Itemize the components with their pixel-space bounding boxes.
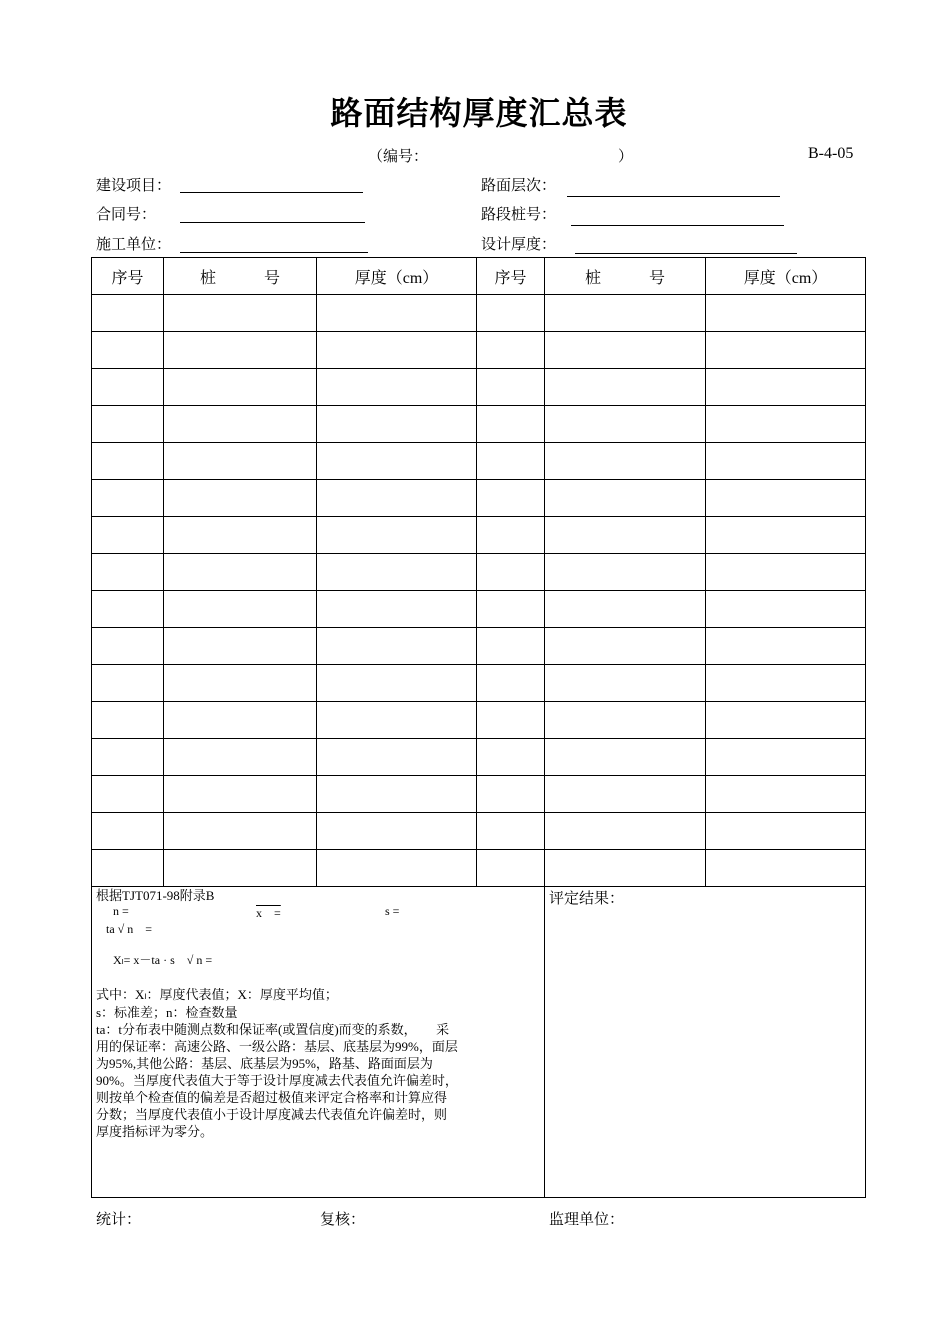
- table-cell[interactable]: [92, 850, 164, 887]
- table-cell[interactable]: [92, 406, 164, 443]
- table-cell[interactable]: [92, 554, 164, 591]
- table-row: [92, 702, 866, 739]
- table-cell[interactable]: [317, 628, 477, 665]
- table-cell[interactable]: [545, 554, 706, 591]
- table-cell[interactable]: [317, 554, 477, 591]
- table-row: [92, 406, 866, 443]
- table-row: [92, 554, 866, 591]
- table-cell[interactable]: [92, 665, 164, 702]
- code-label: （编号：: [368, 149, 429, 165]
- header-thickness-2: 厚度（cm）: [706, 258, 866, 295]
- design-thickness-label: 设计厚度：: [481, 237, 557, 253]
- stats-label: 统计：: [96, 1212, 142, 1228]
- form-id: B-4-05: [808, 145, 854, 162]
- table-cell[interactable]: [92, 739, 164, 776]
- table-cell[interactable]: [164, 443, 317, 480]
- table-row: [92, 332, 866, 369]
- table-cell[interactable]: [545, 295, 706, 332]
- table-row: [92, 813, 866, 850]
- representative-formula: Xₗ= x－ta · s √ n =: [113, 953, 213, 967]
- definition-line-1: 式中：Xₗ：厚度代表值；X：厚度平均值；: [96, 987, 338, 1002]
- table-cell[interactable]: [545, 813, 706, 850]
- table-cell[interactable]: [545, 369, 706, 406]
- table-cell[interactable]: [477, 850, 545, 887]
- header-seq-1: 序号: [92, 258, 164, 295]
- table-cell[interactable]: [477, 369, 545, 406]
- table-cell[interactable]: [164, 369, 317, 406]
- table-cell[interactable]: [477, 813, 545, 850]
- table-cell[interactable]: [164, 776, 317, 813]
- table-header-row: [92, 258, 866, 295]
- table-cell[interactable]: [706, 480, 866, 517]
- table-cell[interactable]: [92, 332, 164, 369]
- ta-label: ta √ n =: [106, 922, 153, 936]
- table-cell[interactable]: [706, 517, 866, 554]
- table-cell[interactable]: [545, 850, 706, 887]
- n-label: n =: [113, 904, 129, 918]
- table-cell[interactable]: [545, 665, 706, 702]
- table-cell[interactable]: [706, 369, 866, 406]
- header-station-2: 桩 号: [545, 258, 706, 295]
- table-cell[interactable]: [317, 295, 477, 332]
- table-row: [92, 591, 866, 628]
- table-cell[interactable]: [317, 665, 477, 702]
- header-station-1: 桩 号: [164, 258, 317, 295]
- s-label: s =: [385, 904, 400, 918]
- contract-label: 合同号：: [96, 207, 157, 223]
- result-label: 评定结果：: [549, 891, 625, 907]
- table-cell[interactable]: [317, 443, 477, 480]
- table-row: [92, 443, 866, 480]
- table-row: [92, 739, 866, 776]
- review-label: 复核：: [320, 1212, 366, 1228]
- table-row: [92, 369, 866, 406]
- table-cell[interactable]: [706, 295, 866, 332]
- table-cell[interactable]: [164, 332, 317, 369]
- table-cell[interactable]: [706, 591, 866, 628]
- table-cell[interactable]: [92, 443, 164, 480]
- table-cell[interactable]: [164, 406, 317, 443]
- project-field[interactable]: [180, 192, 363, 193]
- table-cell[interactable]: [706, 332, 866, 369]
- thickness-table: [91, 257, 866, 887]
- table-cell[interactable]: [317, 739, 477, 776]
- table-cell[interactable]: [92, 591, 164, 628]
- section-station-field[interactable]: [571, 225, 784, 226]
- table-cell[interactable]: [706, 776, 866, 813]
- definition-line-4: 用的保证率：高速公路、一级公路：基层、底基层为99%，面层: [96, 1039, 458, 1054]
- table-cell[interactable]: [477, 406, 545, 443]
- table-cell[interactable]: [477, 332, 545, 369]
- table-row: [92, 776, 866, 813]
- table-cell[interactable]: [92, 813, 164, 850]
- table-cell[interactable]: [706, 813, 866, 850]
- table-row: [92, 517, 866, 554]
- definition-line-9: 厚度指标评为零分。: [96, 1124, 214, 1139]
- table-cell[interactable]: [477, 591, 545, 628]
- table-cell[interactable]: [706, 739, 866, 776]
- definition-line-5: 为95%,其他公路：基层、底基层为95%，路基、路面面层为: [96, 1056, 433, 1071]
- table-cell[interactable]: [164, 665, 317, 702]
- table-cell[interactable]: [477, 665, 545, 702]
- table-cell[interactable]: [164, 591, 317, 628]
- table-cell[interactable]: [477, 295, 545, 332]
- table-cell[interactable]: [477, 702, 545, 739]
- table-cell[interactable]: [164, 813, 317, 850]
- table-cell[interactable]: [477, 480, 545, 517]
- definition-line-6: 90%。当厚度代表值大于等于设计厚度减去代表值允许偏差时，: [96, 1073, 458, 1088]
- table-cell[interactable]: [545, 443, 706, 480]
- table-cell[interactable]: [164, 702, 317, 739]
- header-thickness-1: 厚度（cm）: [317, 258, 477, 295]
- table-cell[interactable]: [92, 295, 164, 332]
- table-cell[interactable]: [706, 443, 866, 480]
- table-cell[interactable]: [545, 517, 706, 554]
- section-station-label: 路段桩号：: [481, 207, 557, 223]
- table-row: [92, 480, 866, 517]
- pavement-layer-field[interactable]: [567, 196, 780, 197]
- table-cell[interactable]: [317, 591, 477, 628]
- table-cell[interactable]: [164, 517, 317, 554]
- construction-unit-label: 施工单位：: [96, 237, 172, 253]
- table-cell[interactable]: [317, 406, 477, 443]
- table-cell[interactable]: [545, 739, 706, 776]
- table-cell[interactable]: [477, 443, 545, 480]
- definition-line-8: 分数；当厚度代表值小于设计厚度减去代表值允许偏差时，则: [96, 1107, 448, 1122]
- definition-line-7: 则按单个检查值的偏差是否超过极值来评定合格率和计算应得: [96, 1090, 448, 1105]
- table-cell[interactable]: [706, 665, 866, 702]
- contract-field[interactable]: [180, 222, 365, 223]
- table-cell[interactable]: [545, 776, 706, 813]
- table-cell[interactable]: [477, 554, 545, 591]
- construction-unit-field[interactable]: [180, 252, 368, 253]
- table-cell[interactable]: [164, 739, 317, 776]
- definition-line-3: ta：t分布表中随测点数和保证率(或置信度)而变的系数， 采: [96, 1022, 450, 1037]
- table-cell[interactable]: [706, 628, 866, 665]
- notes-divider: [544, 884, 545, 1198]
- table-cell[interactable]: [317, 776, 477, 813]
- definition-line-2: s：标准差；n：检查数量: [96, 1005, 238, 1020]
- table-cell[interactable]: [92, 628, 164, 665]
- table-cell[interactable]: [706, 850, 866, 887]
- table-cell[interactable]: [706, 554, 866, 591]
- table-cell[interactable]: [164, 480, 317, 517]
- table-cell[interactable]: [477, 517, 545, 554]
- table-cell[interactable]: [164, 554, 317, 591]
- table-cell[interactable]: [317, 480, 477, 517]
- table-cell[interactable]: [317, 369, 477, 406]
- table-cell[interactable]: [706, 702, 866, 739]
- table-row: [92, 850, 866, 887]
- table-cell[interactable]: [164, 628, 317, 665]
- table-cell[interactable]: [92, 369, 164, 406]
- code-close: ）: [618, 149, 634, 165]
- table-cell[interactable]: [477, 628, 545, 665]
- table-row: [92, 628, 866, 665]
- table-cell[interactable]: [545, 332, 706, 369]
- table-cell[interactable]: [477, 776, 545, 813]
- table-cell[interactable]: [706, 406, 866, 443]
- table-cell[interactable]: [317, 850, 477, 887]
- xbar-label: x =: [256, 906, 281, 920]
- project-label: 建设项目：: [96, 178, 172, 194]
- table-cell[interactable]: [92, 480, 164, 517]
- table-cell[interactable]: [92, 517, 164, 554]
- design-thickness-field[interactable]: [575, 253, 797, 254]
- supervisor-label: 监理单位：: [549, 1212, 625, 1228]
- table-cell[interactable]: [545, 702, 706, 739]
- table-cell[interactable]: [164, 295, 317, 332]
- table-row: [92, 295, 866, 332]
- table-cell[interactable]: [317, 813, 477, 850]
- table-cell[interactable]: [92, 702, 164, 739]
- table-cell[interactable]: [317, 517, 477, 554]
- table-cell[interactable]: [545, 480, 706, 517]
- page-title: 路面结构厚度汇总表: [330, 94, 628, 132]
- table-cell[interactable]: [317, 702, 477, 739]
- table-row: [92, 665, 866, 702]
- table-cell[interactable]: [545, 406, 706, 443]
- table-cell[interactable]: [92, 776, 164, 813]
- table-cell[interactable]: [545, 591, 706, 628]
- pavement-layer-label: 路面层次：: [481, 178, 557, 194]
- table-cell[interactable]: [545, 628, 706, 665]
- basis-note: 根据TJT071-98附录B: [96, 888, 215, 903]
- header-seq-2: 序号: [477, 258, 545, 295]
- table-cell[interactable]: [477, 739, 545, 776]
- table-cell[interactable]: [317, 332, 477, 369]
- table-cell[interactable]: [164, 850, 317, 887]
